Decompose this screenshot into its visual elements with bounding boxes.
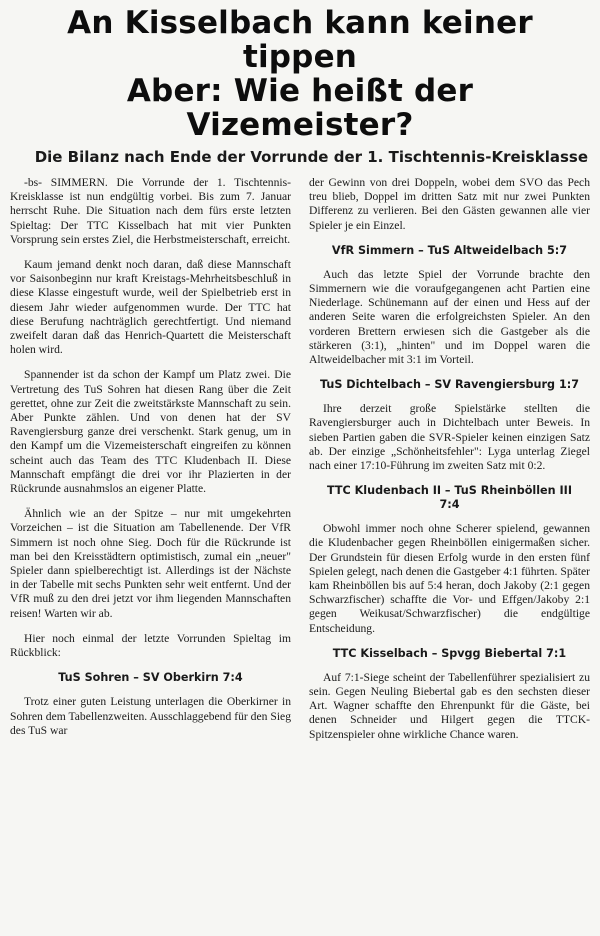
article-paragraph-2: Kaum jemand denkt noch daran, daß diese Mannschaft vor Saisonbeginn nur kraft Kreistags-Mehrheitsbeschluß in diese Klasse eingestuft wurde, weil der Spielbetrieb erst in diesem Jahr wieder aufgenommen wurde. Der TTC hat diese Berufung nachträglich gerechtfertigt. Und niemand zweifelt daran daß das Henrich-Quartett die Meisterschaft holen wird. (10, 258, 291, 357)
match-heading-kisselbach-biebertal: TTC Kisselbach – Spvgg Biebertal 7:1 (332, 646, 567, 660)
match-heading-simmern-altweidelbach: VfR Simmern – TuS Altweidelbach 5:7 (331, 243, 568, 257)
headline-line-1: An Kisselbach kann keiner tippen (67, 5, 533, 75)
match-heading-kludenbach-teams: TTC Kludenbach II – TuS Rheinböllen III (327, 484, 572, 498)
article-paragraph-3: Spannender ist da schon der Kampf um Platz zwei. Die Vertretung des TuS Sohren hat diesen Rang über die Zeit gerettet, ohne zur Zeit die zweitstärkste Mannschaft zu sein. Aber Punkte zählen. Und von denen hat der SV Ravengiersburg ganze drei verschenkt. Stark genug, um in den Kampf um die Vizemeisterschaft eingreifen zu können scheint auch das Team des TTC Kludenbach II. Diese Mannschaft empfängt die drei vor ihr Plazierten in der Rückrunde ausnahmslos an eigener Platte. (10, 368, 291, 496)
match-report-dichtelbach-ravengiersburg: Ihre derzeit große Spielstärke stellten die Ravengiersburger auch in Dichtelbach unter Beweis. In sieben Partien gaben die SVR-Spieler keinen einzigen Satz ab. Der einzige „Schönheitsfehler": Lyga unterlag Ziegel nach einer 17:10-Führung im zweiten Satz mit 0:2. (309, 402, 590, 473)
match-heading-sohren-oberkirn: TuS Sohren – SV Oberkirn 7:4 (58, 671, 243, 685)
match-heading-kludenbach-score: 7:4 (439, 498, 460, 512)
match-report-kludenbach-rheinboellen: Obwohl immer noch ohne Scherer spielend, gewannen die Kludenbacher gegen Rheinböllen einigermaßen sicher. Der Grundstein für diesen Erfolg wurde in den ersten fünf Spielen gelegt, nach denen die Gastgeber 4:1 führten. Später kam Rheinböllen bis auf 5:4 heran, doch Jakoby (2:1 gegen Schwarzfischer) schaffte die Vor- und Effgen/Jakoby 2:1 gegen Weikusat/Schwarzfischer) die endgültige Entscheidung. (309, 522, 590, 635)
headline-line-2: Aber: Wie heißt der Vizemeister? (126, 73, 474, 143)
left-column (10, 176, 291, 753)
article-paragraph-5: Hier noch einmal der letzte Vorrunden Spieltag im Rückblick: (10, 631, 291, 660)
subheadline: Die Bilanz nach Ende der Vorrunde der 1. Tischtennis-Kreisklasse (34, 148, 588, 166)
right-column (309, 176, 590, 753)
match-heading-dichtelbach-ravengiersburg: TuS Dichtelbach – SV Ravengiersburg 1:7 (319, 378, 579, 392)
match-report-kisselbach-biebertal: Auf 7:1-Siege scheint der Tabellenführer spezialisiert zu sein. Gegen Neuling Biebertal gab es den sechsten dieser Art. Wagner schaffte den Ehrenpunkt für die Gäste, bei denen Schneider und Hilgert gegen die TTCK-Spitzenspieler ohne wirkliche Chance waren. (309, 670, 590, 741)
article-columns (10, 176, 590, 753)
match-heading-kludenbach-rheinboellen (309, 484, 590, 512)
match-report-sohren-oberkirn: Trotz einer guten Leistung unterlagen die Oberkirner in Sohren dem Tabellenzweiten. Ausschlaggebend für den Sieg des TuS war (10, 695, 291, 737)
article-intro: -bs- SIMMERN. Die Vorrunde der 1. Tischtennis-Kreisklasse ist nun endgültig vorbei. Bis zum 7. Januar herrscht Ruhe. Die Situation nach dem fürs erste letzten Spieltag: Der TTC Kisselbach hat mit vier Punkten Vorsprung sein erstes Ziel, die Herbstmeisterschaft, erreicht. (10, 176, 291, 246)
match-report-simmern-altweidelbach: Auch das letzte Spiel der Vorrunde brachte den Simmernern wie die voraufgegangenen acht Partien eine Niederlage. Schünemann auf der einen und Hess auf der anderen Seite waren die erfolgreichsten Spieler. An den vorderen Brettern erwiesen sich die Gastgeber als die stärkeren (3:1), „hinten" und im Doppel waren die Altweidelbacher mit 3:1 im Vorteil. (309, 267, 590, 367)
match-report-continued: der Gewinn von drei Doppeln, wobei dem SVO das Pech treu blieb, Doppel im dritten Satz mit nur zwei Punkten Differenz zu verlieren. Bei den Gästen gewannen alle vier Spieler je ein Einzel. (309, 176, 590, 232)
headline (10, 0, 590, 142)
article-paragraph-4: Ähnlich wie an der Spitze – nur mit umgekehrten Vorzeichen – ist die Situation am Tabellenende. Der VfR Simmern ist noch ohne Sieg. Doch für die Rückrunde ist man bei den Kreisstädtern optimistisch, zumal ein „neuer" Spieler dann spielberechtigt ist. Allerdings ist der Nächste in der Tabelle mit sechs Punkten sehr weit entfernt. Und der VfR muß zu den drei jetzt vor ihm liegenden Mannschaften reisen! Warten wir ab. (10, 507, 291, 620)
